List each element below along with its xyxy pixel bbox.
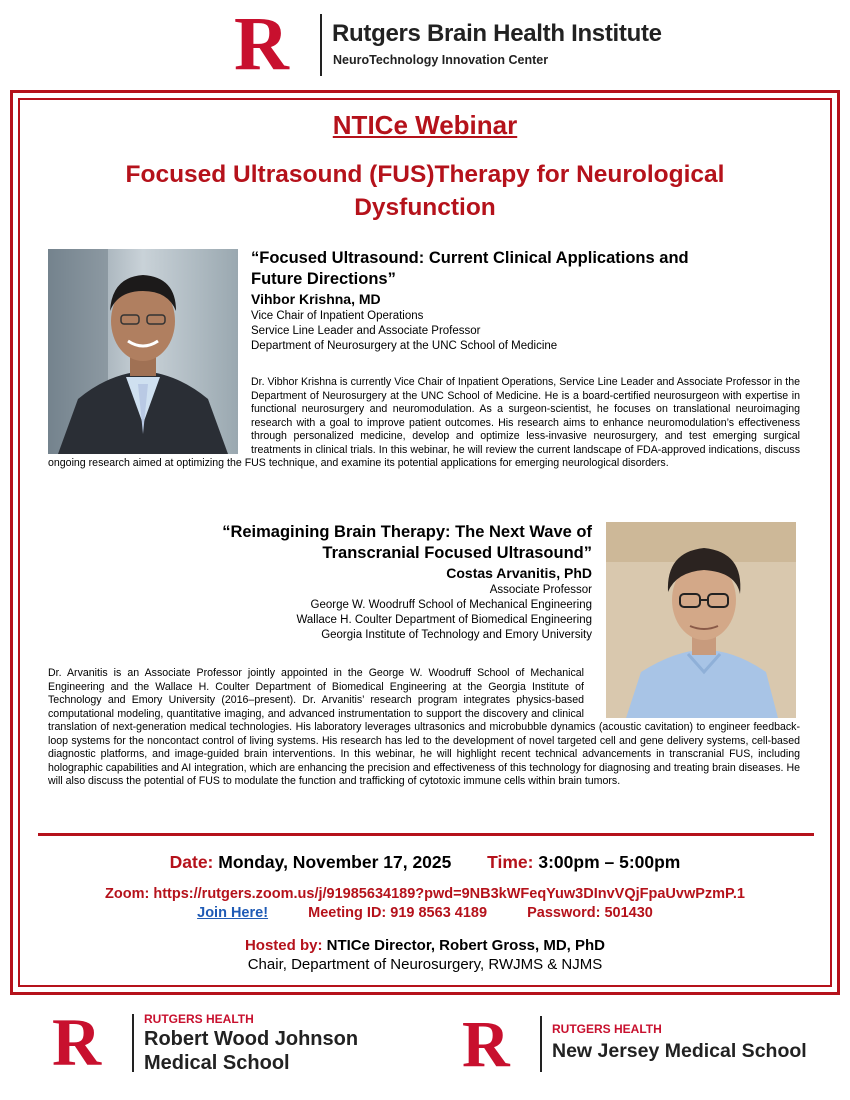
speaker-2-bio: Dr. Arvanitis is an Associate Professor jointly appointed in the George W. Woodruff School of Mechanical Engineering and the Wallace H. Coulter Department of Biomedical Engineering at the Georgia Institute of Technology and Emory University (2016–present). Dr. Arvanitis’ research program integrates physics-based computational modeling, quantitative imaging, and advanced instrumentation to support the discovery and clinical translation of next-generation medical technologies. His laboratory leverages ultrasonics and microbubble dynamics (acoustic cavitation) to engineer feedback-loop systems for the noncontact control of living systems. His research has led to the development of novel targeted cell and gene delivery systems, cell-based diagnostic platforms, and image-guided brain interventions. In this webinar, he will highlight recent technical advancements in transcranial FUS, including holographic capabilities and AI integration, which are enhancing the precision and effectiveness of this technology for diagnosing and treating brain diseases. He will also discuss the potential of FUS to modulate the function and trafficking of cytotoxic immune cells within brain tumors. [48, 667, 800, 787]
logo-divider [132, 1014, 134, 1072]
meeting-password: Password: 501430 [527, 905, 653, 921]
join-here-link[interactable]: Join Here! [197, 905, 269, 921]
host-line [20, 937, 830, 954]
rutgers-health-label: RUTGERS HEALTH [552, 1022, 662, 1036]
speaker-2-position: Georgia Institute of Technology and Emory University [321, 629, 592, 641]
time-label: Time: [487, 852, 534, 872]
host-title: Chair, Department of Neurosurgery, RWJMS & NJMS [247, 956, 603, 973]
speaker-1-position: Department of Neurosurgery at the UNC School of Medicine [251, 340, 558, 352]
center-name: NeuroTechnology Innovation Center [333, 53, 549, 67]
speaker-2-position: George W. Woodruff School of Mechanical Engineering [310, 599, 592, 611]
date-time-line [20, 852, 830, 873]
speaker-2-position: Associate Professor [489, 584, 592, 596]
rutgers-r-logo: R [234, 2, 289, 86]
talk-2-title: “Reimagining Brain Therapy: The Next Wave of Transcranial Focused Ultrasound” [222, 523, 592, 562]
webinar-heading: NTICe Webinar [332, 110, 518, 140]
rwjms-logo [52, 1004, 359, 1080]
institute-name: Rutgers Brain Health Institute [332, 20, 662, 47]
speaker-2-name: Costas Arvanitis, PhD [446, 565, 592, 581]
date-value: Monday, November 17, 2025 [218, 852, 452, 872]
meeting-info-line [20, 905, 830, 921]
zoom-link[interactable]: Zoom: https://rutgers.zoom.us/j/91985634189?pwd=9NB3kWFeqYuw3DInvVQjFpaUvwPzmP.1 [105, 886, 745, 902]
rutgers-r-logo: R [52, 1004, 102, 1080]
time-value: 3:00pm – 5:00pm [538, 852, 681, 872]
section-divider [38, 833, 814, 836]
hosted-label: Hosted by: [244, 937, 323, 954]
date-label: Date: [169, 852, 214, 872]
speaker-1-position: Vice Chair of Inpatient Operations [251, 310, 424, 322]
rwjms-name-line2: Medical School [144, 1052, 290, 1074]
speaker-1-name: Vihbor Krishna, MD [251, 291, 381, 307]
host-name: NTICe Director, Robert Gross, MD, PhD [326, 937, 606, 954]
njms-logo [462, 1008, 822, 1081]
rutgers-health-label: RUTGERS HEALTH [144, 1012, 254, 1026]
speaker-2-block [130, 522, 592, 643]
logo-divider [540, 1016, 542, 1072]
njms-name: New Jersey Medical School [552, 1040, 807, 1062]
speaker-1-bio: Dr. Vibhor Krishna is currently Vice Chair of Inpatient Operations, Service Line Leader and Associate Professor in the Department of Neurosurgery at the UNC School of Medicine. He is a board-certified neurosurgeon with expertise in functional neurosurgery and neuromodulation. As a surgeon-scientist, he focuses on translational neuroimaging research with a goal to improve patient outcomes. His research aims to enhance neuromodulation’s effectiveness through personalized medicine, develop and optimize less-invasive neurosurgery, and test emerging surgical treatments in clinical trials. In this webinar, he will review the current landscape of FDA-approved indications, discuss ongoing research aimed at optimizing the FUS technique, and examine its potential applications for emerging neurological disorders. [48, 376, 800, 469]
rutgers-r-logo: R [462, 1008, 510, 1081]
speaker-1-block [251, 248, 821, 354]
rwjms-name-line1: Robert Wood Johnson [144, 1028, 359, 1050]
speaker-2-position: Wallace H. Coulter Department of Biomedical Engineering [296, 614, 592, 626]
meeting-id: Meeting ID: 919 8563 4189 [308, 905, 488, 921]
talk-1-title: “Focused Ultrasound: Current Clinical Applications and Future Directions” [251, 249, 689, 288]
speaker-1-position: Service Line Leader and Associate Professor [251, 325, 481, 337]
logo-divider [320, 14, 322, 76]
event-title: Focused Ultrasound (FUS)Therapy for Neurological Dysfunction [125, 161, 725, 221]
